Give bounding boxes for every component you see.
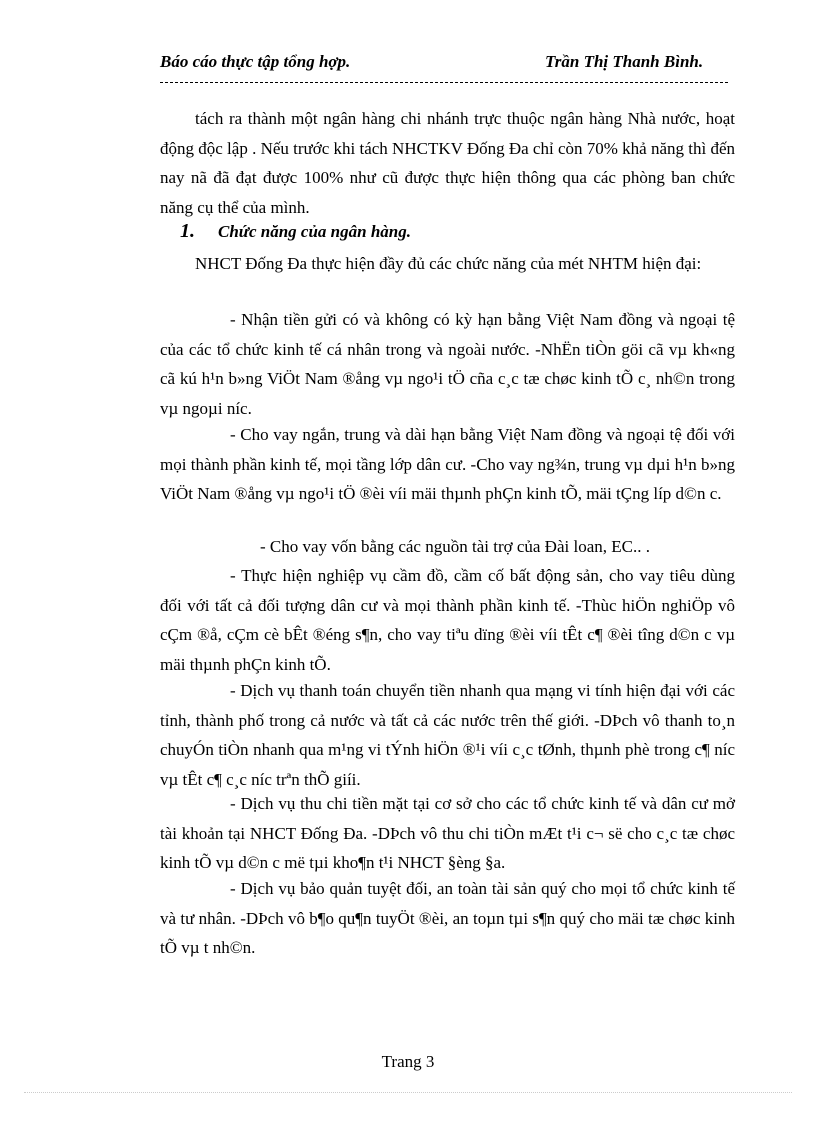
paragraph-cash: - Dịch vụ thu chi tiền mặt tại cơ sở cho các tổ chức kinh tế và dân cư mở tài khoản tại NHCT Đống Đa. -DÞch vô thu chi tiÒn mÆt t¹i c¬ së cho c¸c tæ chøc kinh tÕ vµ d©n c më tµi kho¶n t¹i NHCT §èng §a.: [160, 794, 735, 872]
paragraph-functions-intro: NHCT Đống Đa thực hiện đầy đủ các chức năng của mét NHTM hiện đại:: [195, 254, 702, 273]
paragraph-deposits: - Nhận tiền gửi có và không có kỳ hạn bằng Việt Nam đồng và ngoại tệ của các tổ chức kinh tế cá nhân trong và ngoài nước. -NhËn tiÒn göi cã vµ kh«ng cã kú h¹n b»ng ViÖt Nam ®ång vµ ngo¹i tÖ cña c¸c tæ chøc kinh tÕ c¸ nh©n trong vµ ngoµi níc.: [160, 310, 735, 418]
page-number: Trang 3: [381, 1052, 435, 1071]
paragraph-custody: - Dịch vụ bảo quản tuyệt đối, an toàn tài sản quý cho mọi tổ chức kinh tế và tư nhân. -DÞch vô b¶o qu¶n tuyÖt ®èi, an toµn tµi s¶n quý cho mäi tæ chøc kinh tÕ vµ t nh©n.: [160, 879, 735, 957]
paragraph-transfer: - Dịch vụ thanh toán chuyển tiền nhanh qua mạng vi tính hiện đại với các tỉnh, thành phố trong cả nước và tất cả các nước trên thế giới. -DÞch vô thanh to¸n chuyÓn tiÒn nhanh qua m¹ng vi tÝnh hiÖn ®¹i víi c¸c tØnh, thµnh phè trong c¶ níc vµ tÊt c¶ c¸c níc trªn thÕ giíi.: [160, 681, 735, 789]
paragraph-intro: tách ra thành một ngân hàng chi nhánh trực thuộc ngân hàng Nhà nước, hoạt động độc lập . Nếu trước khi tách NHCTKV Đống Đa chỉ còn 70% khả năng thì đến nay nã đã đạt được 100% như cũ được thực hiện thông qua các phòng ban chức năng cụ thể của mình.: [160, 109, 735, 217]
section-heading: [180, 220, 411, 243]
section-number: 1.: [180, 220, 195, 242]
header-left-title: Báo cáo thực tập tổng hợp.: [160, 52, 351, 71]
paragraph-pawn: - Thực hiện nghiệp vụ cầm đồ, cầm cố bất động sản, cho vay tiêu dùng đối với tất cả đối tượng dân cư và mọi thành phần kinh tế. -Thùc hiÖn nghiÖp vô cÇm ®å, cÇm cè bÊt ®éng s¶n, cho vay tiªu dïng ®èi víi tÊt c¶ ®èi tîng d©n c vµ mäi thµnh phÇn kinh tÕ.: [160, 566, 735, 674]
paragraph-loans: - Cho vay ngắn, trung và dài hạn bằng Việt Nam đồng và ngoại tệ đối với mọi thành phần kinh tế, mọi tầng lớp dân cư. -Cho vay ng¾n, trung vµ dµi h¹n b»ng ViÖt Nam ®ång vµ ngo¹i tÖ ®èi víi mäi thµnh phÇn kinh tÕ, mäi tÇng líp d©n c.: [160, 425, 735, 503]
paragraph-funding: - Cho vay vốn bằng các nguồn tài trợ của Đài loan, EC.. .: [260, 537, 650, 556]
header-author: Trần Thị Thanh Bình.: [545, 52, 704, 71]
header-divider: [160, 82, 728, 83]
page-bottom-edge: [24, 1092, 792, 1093]
section-title: Chức năng của ngân hàng.: [218, 222, 412, 241]
